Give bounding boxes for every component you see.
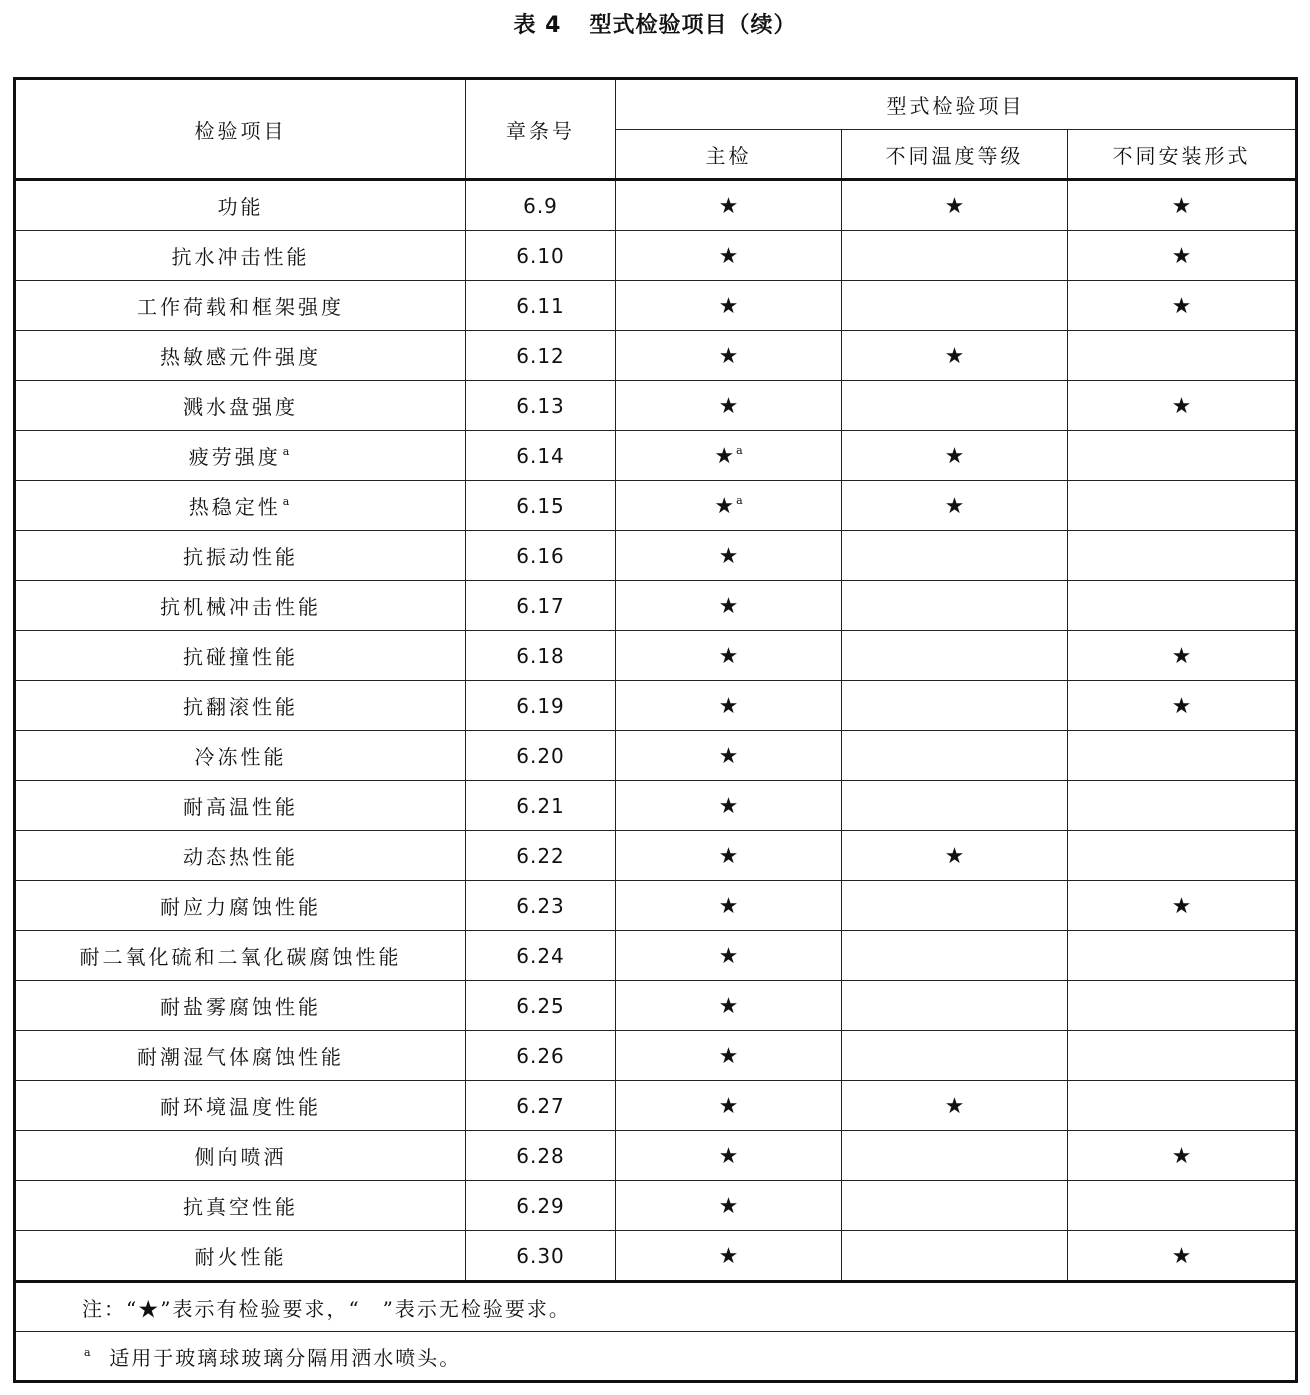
cell-main-inspection: [616, 781, 842, 831]
cell-main-inspection: [616, 1131, 842, 1181]
cell-clause: 6.18: [466, 631, 616, 681]
star-icon: ★: [718, 543, 739, 569]
table-title: [0, 6, 1310, 46]
star-icon: ★: [714, 493, 735, 519]
star-icon: ★: [944, 843, 965, 869]
cell-temperature-grade: [842, 931, 1068, 981]
star-icon: ★: [1171, 193, 1192, 219]
cell-temperature-grade: [842, 1081, 1068, 1131]
cell-clause: 6.11: [466, 281, 616, 331]
cell-temperature-grade: [842, 881, 1068, 931]
cell-main-inspection: [616, 231, 842, 281]
item-name: 溅水盘强度: [183, 395, 298, 419]
cell-main-inspection: [616, 681, 842, 731]
star-icon: ★: [718, 843, 739, 869]
table-row: [15, 1081, 1297, 1131]
header-temperature-grade: 不同温度等级: [842, 130, 1068, 180]
cell-installation-form: [1068, 931, 1297, 981]
cell-installation-form: [1068, 231, 1297, 281]
cell-temperature-grade: [842, 481, 1068, 531]
cell-clause: 6.24: [466, 931, 616, 981]
star-icon: ★: [718, 1093, 739, 1119]
star-icon: ★: [718, 343, 739, 369]
item-name: 冷冻性能: [194, 745, 287, 769]
cell-installation-form: [1068, 531, 1297, 581]
cell-temperature-grade: [842, 831, 1068, 881]
cell-item: [15, 881, 466, 931]
cell-main-inspection: [616, 631, 842, 681]
star-icon: ★: [718, 943, 739, 969]
item-name: 抗翻滚性能: [183, 695, 298, 719]
star-icon: ★: [1171, 393, 1192, 419]
table-row: [15, 231, 1297, 281]
cell-main-inspection: [616, 1181, 842, 1231]
star-icon: ★: [944, 193, 965, 219]
cell-temperature-grade: [842, 981, 1068, 1031]
cell-item: [15, 180, 466, 231]
table-row: [15, 881, 1297, 931]
cell-clause: 6.20: [466, 731, 616, 781]
table-row: [15, 180, 1297, 231]
table-row: [15, 681, 1297, 731]
footnote-mark: a: [282, 445, 293, 458]
table-row: [15, 931, 1297, 981]
cell-main-inspection: [616, 881, 842, 931]
star-icon: ★: [718, 643, 739, 669]
table-row: [15, 481, 1297, 531]
star-icon: ★: [1171, 1243, 1192, 1269]
star-icon: ★: [1171, 693, 1192, 719]
cell-temperature-grade: [842, 1231, 1068, 1282]
table-row: [15, 631, 1297, 681]
cell-main-inspection: [616, 381, 842, 431]
table-row: [15, 831, 1297, 881]
item-name: 动态热性能: [183, 845, 298, 869]
table-row: [15, 1031, 1297, 1081]
cell-item: [15, 1081, 466, 1131]
star-icon: ★: [718, 393, 739, 419]
cell-temperature-grade: [842, 731, 1068, 781]
cell-item: [15, 631, 466, 681]
cell-clause: 6.23: [466, 881, 616, 931]
header-main-inspection: 主检: [616, 130, 842, 180]
cell-clause: 6.13: [466, 381, 616, 431]
cell-item: [15, 981, 466, 1031]
header-installation-form: 不同安装形式: [1068, 130, 1297, 180]
star-icon: ★: [714, 443, 735, 469]
table-notes: [15, 1282, 1297, 1382]
item-name: 工作荷载和框架强度: [137, 295, 344, 319]
item-name: 抗机械冲击性能: [160, 595, 321, 619]
star-icon: ★: [718, 243, 739, 269]
star-icon: ★: [944, 493, 965, 519]
cell-clause: 6.19: [466, 681, 616, 731]
cell-main-inspection: [616, 581, 842, 631]
cell-installation-form: [1068, 631, 1297, 681]
item-name: 热敏感元件强度: [160, 345, 321, 369]
cell-main-inspection: [616, 431, 842, 481]
cell-installation-form: [1068, 981, 1297, 1031]
cell-installation-form: [1068, 781, 1297, 831]
table-body: [15, 180, 1297, 1282]
cell-clause: 6.16: [466, 531, 616, 581]
table-row: [15, 1231, 1297, 1282]
cell-installation-form: [1068, 1081, 1297, 1131]
cell-clause: 6.21: [466, 781, 616, 831]
table-row: [15, 781, 1297, 831]
cell-clause: 6.9: [466, 180, 616, 231]
inspection-table: [13, 77, 1298, 1383]
cell-temperature-grade: [842, 1131, 1068, 1181]
cell-installation-form: [1068, 731, 1297, 781]
cell-temperature-grade: [842, 331, 1068, 381]
cell-installation-form: [1068, 331, 1297, 381]
footnote-mark: a: [736, 443, 743, 457]
cell-clause: 6.15: [466, 481, 616, 531]
table-row: [15, 1181, 1297, 1231]
cell-installation-form: [1068, 180, 1297, 231]
footnote-text: 适用于玻璃球玻璃分隔用洒水喷头。: [109, 1345, 462, 1370]
cell-main-inspection: [616, 1081, 842, 1131]
cell-main-inspection: [616, 481, 842, 531]
cell-temperature-grade: [842, 1181, 1068, 1231]
star-icon: ★: [718, 593, 739, 619]
table-header: [15, 79, 1297, 180]
cell-clause: 6.30: [466, 1231, 616, 1282]
item-name: 热稳定性: [188, 495, 281, 519]
cell-installation-form: [1068, 581, 1297, 631]
cell-main-inspection: [616, 331, 842, 381]
item-name: 耐火性能: [194, 1245, 287, 1269]
item-name: 功能: [217, 195, 264, 219]
cell-item: [15, 431, 466, 481]
item-name: 耐盐雾腐蚀性能: [160, 995, 321, 1019]
cell-item: [15, 481, 466, 531]
cell-main-inspection: [616, 931, 842, 981]
star-icon: ★: [1171, 243, 1192, 269]
cell-temperature-grade: [842, 431, 1068, 481]
cell-clause: 6.14: [466, 431, 616, 481]
cell-main-inspection: [616, 180, 842, 231]
cell-installation-form: [1068, 1131, 1297, 1181]
cell-item: [15, 381, 466, 431]
cell-clause: 6.12: [466, 331, 616, 381]
cell-item: [15, 281, 466, 331]
star-icon: ★: [718, 893, 739, 919]
table-row: [15, 731, 1297, 781]
cell-temperature-grade: [842, 581, 1068, 631]
cell-clause: 6.26: [466, 1031, 616, 1081]
star-icon: ★: [718, 1043, 739, 1069]
cell-main-inspection: [616, 1231, 842, 1282]
table-number: 表 4: [513, 13, 562, 38]
footnote-mark: a: [282, 495, 293, 508]
cell-item: [15, 1031, 466, 1081]
star-icon: ★: [1171, 643, 1192, 669]
star-icon: ★: [718, 693, 739, 719]
cell-clause: 6.22: [466, 831, 616, 881]
item-name: 耐潮湿气体腐蚀性能: [137, 1045, 344, 1069]
cell-main-inspection: [616, 981, 842, 1031]
item-name: 抗水冲击性能: [171, 245, 310, 269]
header-item: 检验项目: [15, 79, 466, 180]
star-icon: ★: [944, 443, 965, 469]
star-icon: ★: [718, 193, 739, 219]
cell-installation-form: [1068, 1181, 1297, 1231]
star-icon: ★: [718, 743, 739, 769]
cell-temperature-grade: [842, 281, 1068, 331]
cell-installation-form: [1068, 481, 1297, 531]
cell-item: [15, 581, 466, 631]
item-name: 疲劳强度: [188, 445, 281, 469]
cell-item: [15, 731, 466, 781]
cell-main-inspection: [616, 831, 842, 881]
cell-installation-form: [1068, 681, 1297, 731]
item-name: 侧向喷洒: [194, 1145, 287, 1169]
cell-installation-form: [1068, 881, 1297, 931]
cell-item: [15, 931, 466, 981]
cell-temperature-grade: [842, 681, 1068, 731]
cell-temperature-grade: [842, 231, 1068, 281]
note-legend: 注：“★”表示有检验要求，“ ”表示无检验要求。: [15, 1282, 1297, 1332]
cell-clause: 6.25: [466, 981, 616, 1031]
cell-temperature-grade: [842, 781, 1068, 831]
star-icon: ★: [944, 343, 965, 369]
cell-item: [15, 681, 466, 731]
cell-clause: 6.10: [466, 231, 616, 281]
star-icon: ★: [718, 1243, 739, 1269]
cell-temperature-grade: [842, 180, 1068, 231]
star-icon: ★: [718, 1193, 739, 1219]
cell-main-inspection: [616, 731, 842, 781]
footnote-mark: a: [84, 1345, 93, 1359]
item-name: 耐应力腐蚀性能: [160, 895, 321, 919]
item-name: 耐高温性能: [183, 795, 298, 819]
item-name: 耐二氧化硫和二氧化碳腐蚀性能: [79, 945, 402, 969]
item-name: 抗真空性能: [183, 1195, 298, 1219]
table-row: [15, 981, 1297, 1031]
table-row: [15, 381, 1297, 431]
cell-main-inspection: [616, 1031, 842, 1081]
cell-item: [15, 231, 466, 281]
cell-main-inspection: [616, 281, 842, 331]
item-name: 抗振动性能: [183, 545, 298, 569]
cell-item: [15, 831, 466, 881]
star-icon: ★: [944, 1093, 965, 1119]
table-caption: 型式检验项目（续）: [589, 13, 797, 38]
cell-item: [15, 331, 466, 381]
note-footnote: [15, 1332, 1297, 1382]
cell-temperature-grade: [842, 381, 1068, 431]
footnote-mark: a: [736, 493, 743, 507]
cell-item: [15, 1181, 466, 1231]
cell-clause: 6.27: [466, 1081, 616, 1131]
cell-installation-form: [1068, 1031, 1297, 1081]
cell-main-inspection: [616, 531, 842, 581]
item-name: 耐环境温度性能: [160, 1095, 321, 1119]
cell-temperature-grade: [842, 631, 1068, 681]
star-icon: ★: [1171, 893, 1192, 919]
cell-item: [15, 1131, 466, 1181]
cell-installation-form: [1068, 281, 1297, 331]
cell-item: [15, 1231, 466, 1282]
cell-installation-form: [1068, 431, 1297, 481]
table-row: [15, 531, 1297, 581]
cell-installation-form: [1068, 381, 1297, 431]
header-group: 型式检验项目: [616, 79, 1297, 130]
table-row: [15, 581, 1297, 631]
table-row: [15, 431, 1297, 481]
cell-item: [15, 531, 466, 581]
cell-temperature-grade: [842, 531, 1068, 581]
cell-clause: 6.28: [466, 1131, 616, 1181]
star-icon: ★: [1171, 293, 1192, 319]
star-icon: ★: [718, 1143, 739, 1169]
table-row: [15, 1131, 1297, 1181]
cell-clause: 6.29: [466, 1181, 616, 1231]
cell-clause: 6.17: [466, 581, 616, 631]
cell-installation-form: [1068, 831, 1297, 881]
star-icon: ★: [1171, 1143, 1192, 1169]
cell-temperature-grade: [842, 1031, 1068, 1081]
item-name: 抗碰撞性能: [183, 645, 298, 669]
star-icon: ★: [718, 793, 739, 819]
star-icon: ★: [718, 993, 739, 1019]
cell-item: [15, 781, 466, 831]
header-clause: 章条号: [466, 79, 616, 180]
star-icon: ★: [718, 293, 739, 319]
table-row: [15, 331, 1297, 381]
table-row: [15, 281, 1297, 331]
cell-installation-form: [1068, 1231, 1297, 1282]
